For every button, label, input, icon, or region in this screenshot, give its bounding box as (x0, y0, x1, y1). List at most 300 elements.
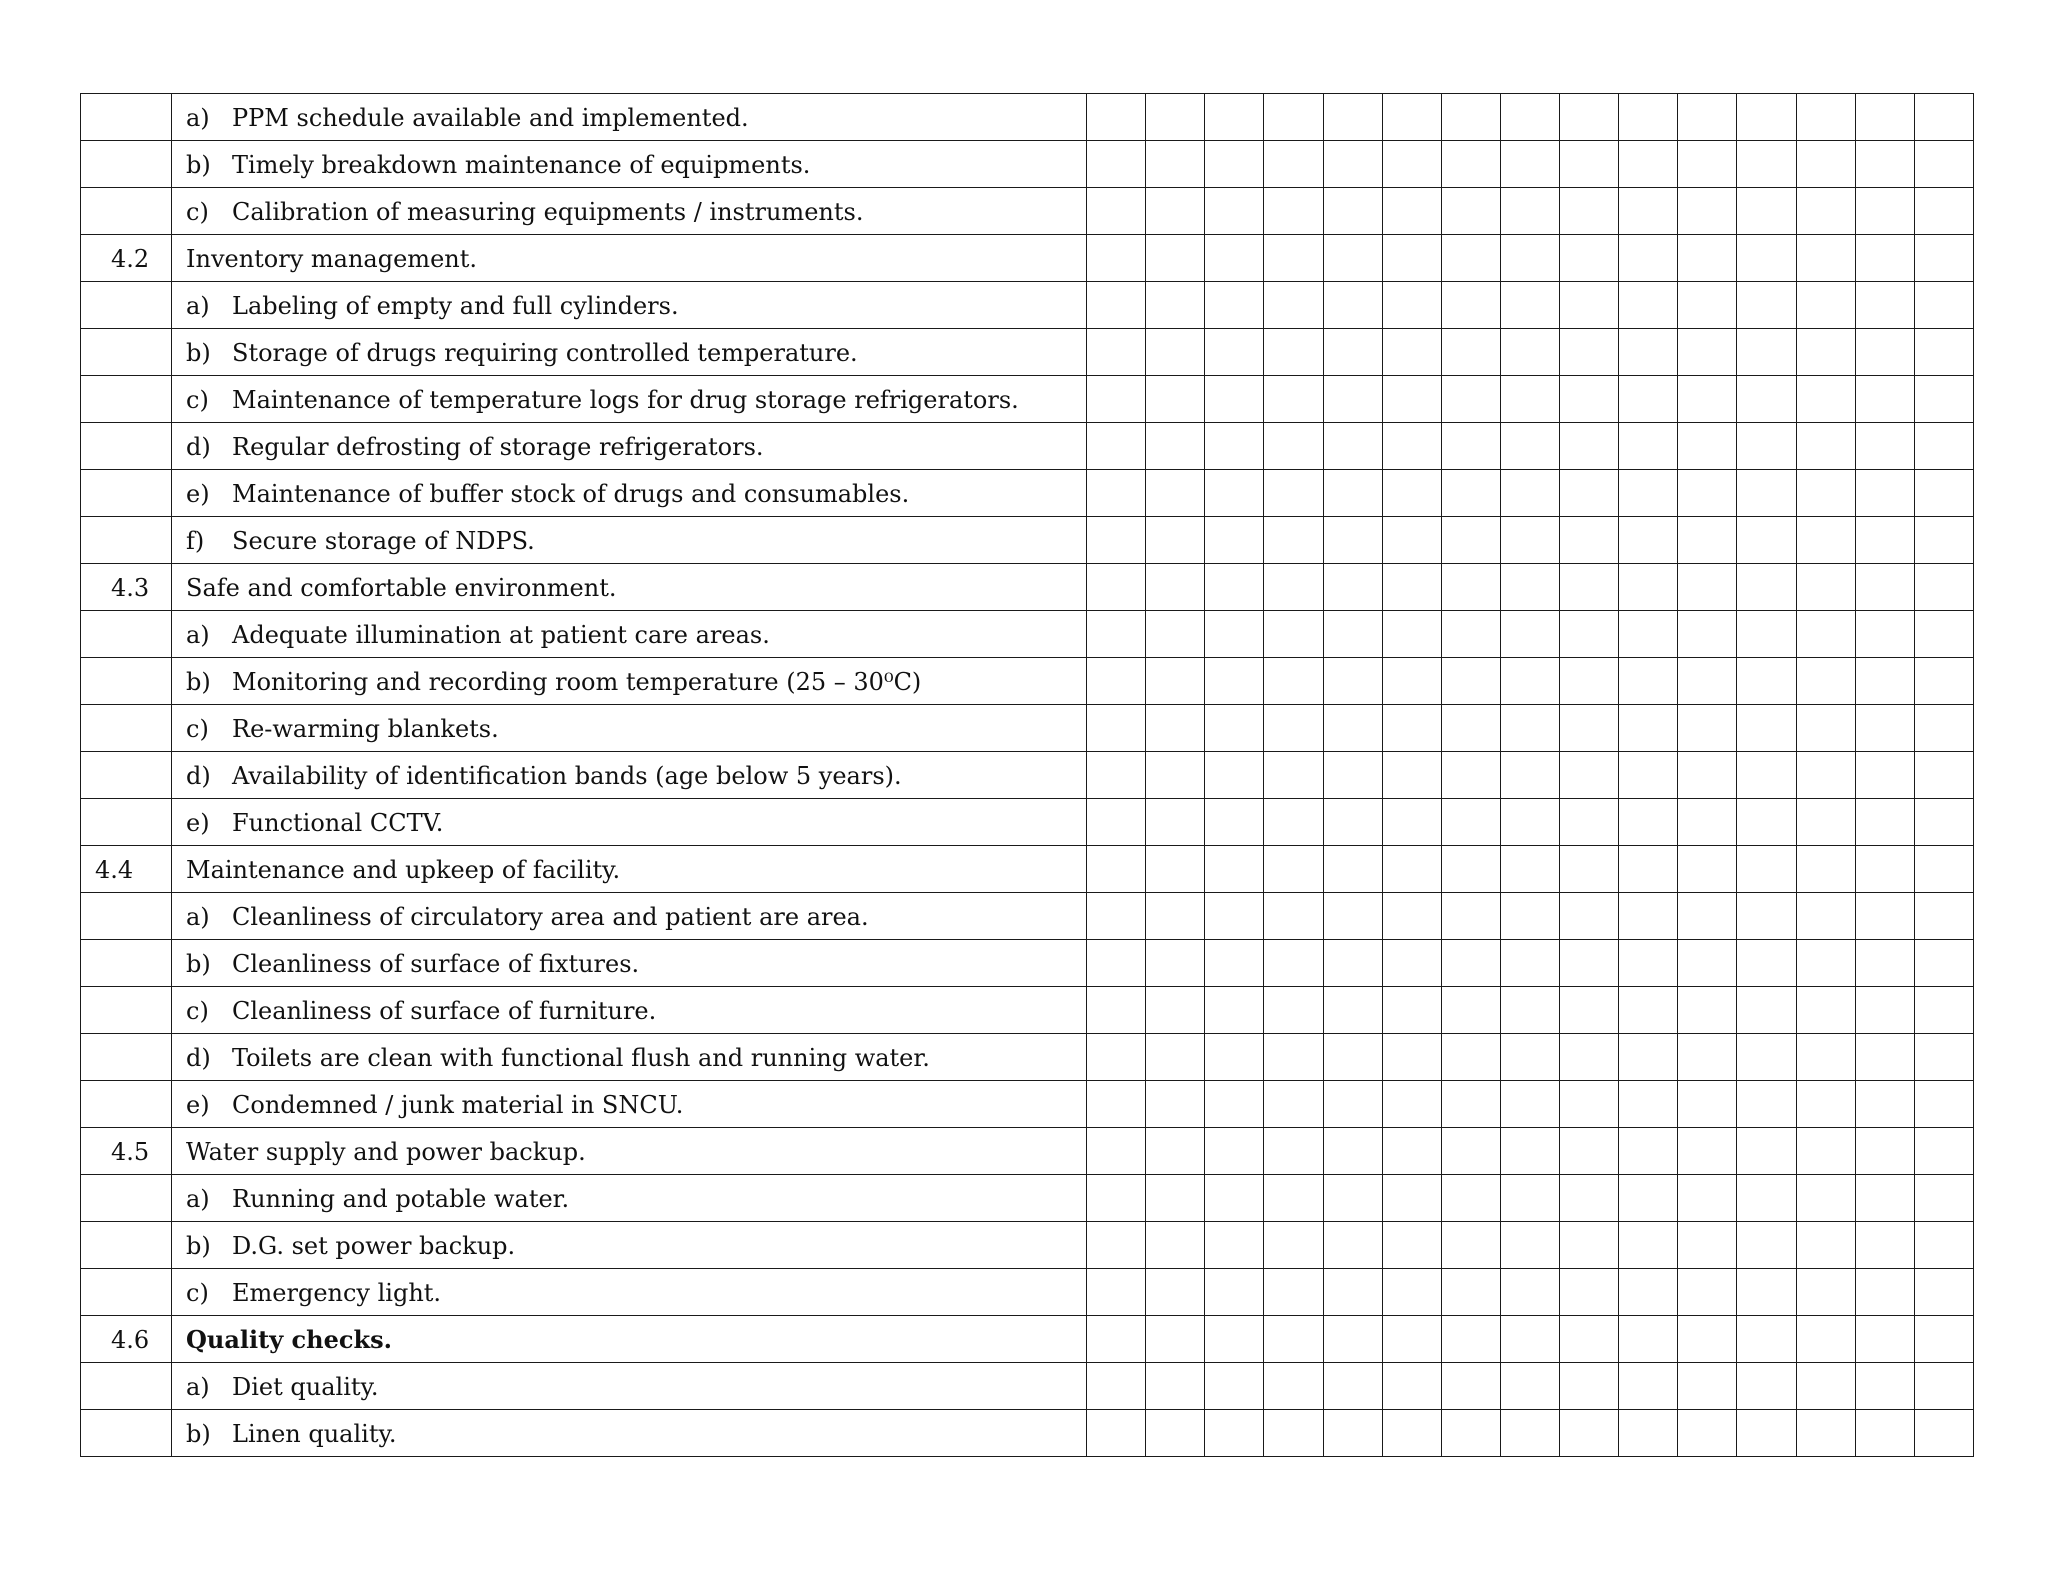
tick-cell[interactable] (1205, 893, 1264, 940)
tick-cell[interactable] (1205, 1175, 1264, 1222)
tick-cell[interactable] (1796, 1222, 1855, 1269)
tick-cell[interactable] (1678, 564, 1737, 611)
tick-cell[interactable] (1382, 1128, 1441, 1175)
tick-cell[interactable] (1500, 235, 1559, 282)
tick-cell[interactable] (1914, 846, 1973, 893)
tick-cell[interactable] (1914, 329, 1973, 376)
tick-cell[interactable] (1678, 517, 1737, 564)
tick-cell[interactable] (1855, 1269, 1914, 1316)
tick-cell[interactable] (1855, 376, 1914, 423)
tick-cell[interactable] (1441, 799, 1500, 846)
tick-cell[interactable] (1560, 846, 1619, 893)
tick-cell[interactable] (1678, 846, 1737, 893)
tick-cell[interactable] (1678, 141, 1737, 188)
tick-cell[interactable] (1087, 235, 1146, 282)
tick-cell[interactable] (1441, 705, 1500, 752)
tick-cell[interactable] (1500, 705, 1559, 752)
tick-cell[interactable] (1737, 893, 1796, 940)
tick-cell[interactable] (1737, 517, 1796, 564)
tick-cell[interactable] (1914, 1128, 1973, 1175)
tick-cell[interactable] (1205, 658, 1264, 705)
tick-cell[interactable] (1264, 1175, 1323, 1222)
tick-cell[interactable] (1205, 1269, 1264, 1316)
tick-cell[interactable] (1264, 1316, 1323, 1363)
tick-cell[interactable] (1441, 141, 1500, 188)
tick-cell[interactable] (1796, 1410, 1855, 1457)
tick-cell[interactable] (1264, 470, 1323, 517)
tick-cell[interactable] (1087, 564, 1146, 611)
tick-cell[interactable] (1323, 1410, 1382, 1457)
tick-cell[interactable] (1500, 893, 1559, 940)
tick-cell[interactable] (1914, 987, 1973, 1034)
tick-cell[interactable] (1560, 470, 1619, 517)
tick-cell[interactable] (1560, 1269, 1619, 1316)
tick-cell[interactable] (1441, 94, 1500, 141)
tick-cell[interactable] (1087, 752, 1146, 799)
tick-cell[interactable] (1146, 658, 1205, 705)
tick-cell[interactable] (1146, 1222, 1205, 1269)
tick-cell[interactable] (1855, 893, 1914, 940)
tick-cell[interactable] (1914, 611, 1973, 658)
tick-cell[interactable] (1146, 752, 1205, 799)
tick-cell[interactable] (1796, 235, 1855, 282)
tick-cell[interactable] (1264, 987, 1323, 1034)
tick-cell[interactable] (1855, 1222, 1914, 1269)
tick-cell[interactable] (1500, 987, 1559, 1034)
tick-cell[interactable] (1087, 987, 1146, 1034)
tick-cell[interactable] (1914, 893, 1973, 940)
tick-cell[interactable] (1264, 846, 1323, 893)
tick-cell[interactable] (1323, 329, 1382, 376)
tick-cell[interactable] (1441, 846, 1500, 893)
tick-cell[interactable] (1264, 564, 1323, 611)
tick-cell[interactable] (1619, 329, 1678, 376)
tick-cell[interactable] (1678, 987, 1737, 1034)
tick-cell[interactable] (1382, 1034, 1441, 1081)
tick-cell[interactable] (1087, 517, 1146, 564)
tick-cell[interactable] (1855, 94, 1914, 141)
tick-cell[interactable] (1382, 1269, 1441, 1316)
tick-cell[interactable] (1855, 517, 1914, 564)
tick-cell[interactable] (1500, 1034, 1559, 1081)
tick-cell[interactable] (1087, 470, 1146, 517)
tick-cell[interactable] (1855, 1363, 1914, 1410)
tick-cell[interactable] (1205, 423, 1264, 470)
tick-cell[interactable] (1323, 1363, 1382, 1410)
tick-cell[interactable] (1087, 1128, 1146, 1175)
tick-cell[interactable] (1441, 1316, 1500, 1363)
tick-cell[interactable] (1146, 235, 1205, 282)
tick-cell[interactable] (1619, 423, 1678, 470)
tick-cell[interactable] (1264, 329, 1323, 376)
tick-cell[interactable] (1441, 611, 1500, 658)
tick-cell[interactable] (1619, 799, 1678, 846)
tick-cell[interactable] (1205, 94, 1264, 141)
tick-cell[interactable] (1914, 141, 1973, 188)
tick-cell[interactable] (1264, 1034, 1323, 1081)
tick-cell[interactable] (1678, 752, 1737, 799)
tick-cell[interactable] (1205, 1128, 1264, 1175)
tick-cell[interactable] (1323, 987, 1382, 1034)
tick-cell[interactable] (1855, 799, 1914, 846)
tick-cell[interactable] (1737, 1175, 1796, 1222)
tick-cell[interactable] (1796, 1363, 1855, 1410)
tick-cell[interactable] (1560, 141, 1619, 188)
tick-cell[interactable] (1323, 1175, 1382, 1222)
tick-cell[interactable] (1796, 1316, 1855, 1363)
tick-cell[interactable] (1087, 188, 1146, 235)
tick-cell[interactable] (1796, 752, 1855, 799)
tick-cell[interactable] (1737, 141, 1796, 188)
tick-cell[interactable] (1382, 376, 1441, 423)
tick-cell[interactable] (1619, 470, 1678, 517)
tick-cell[interactable] (1796, 846, 1855, 893)
tick-cell[interactable] (1796, 282, 1855, 329)
tick-cell[interactable] (1205, 141, 1264, 188)
tick-cell[interactable] (1500, 564, 1559, 611)
tick-cell[interactable] (1855, 1128, 1914, 1175)
tick-cell[interactable] (1382, 470, 1441, 517)
tick-cell[interactable] (1737, 564, 1796, 611)
tick-cell[interactable] (1087, 1316, 1146, 1363)
tick-cell[interactable] (1737, 752, 1796, 799)
tick-cell[interactable] (1323, 1081, 1382, 1128)
tick-cell[interactable] (1855, 1034, 1914, 1081)
tick-cell[interactable] (1087, 423, 1146, 470)
tick-cell[interactable] (1678, 282, 1737, 329)
tick-cell[interactable] (1087, 705, 1146, 752)
tick-cell[interactable] (1382, 1081, 1441, 1128)
tick-cell[interactable] (1619, 141, 1678, 188)
tick-cell[interactable] (1914, 517, 1973, 564)
tick-cell[interactable] (1382, 517, 1441, 564)
tick-cell[interactable] (1619, 1081, 1678, 1128)
tick-cell[interactable] (1441, 752, 1500, 799)
tick-cell[interactable] (1619, 1034, 1678, 1081)
tick-cell[interactable] (1796, 141, 1855, 188)
tick-cell[interactable] (1441, 564, 1500, 611)
tick-cell[interactable] (1441, 282, 1500, 329)
tick-cell[interactable] (1737, 376, 1796, 423)
tick-cell[interactable] (1441, 1081, 1500, 1128)
tick-cell[interactable] (1678, 1128, 1737, 1175)
tick-cell[interactable] (1441, 1410, 1500, 1457)
tick-cell[interactable] (1855, 1410, 1914, 1457)
tick-cell[interactable] (1146, 611, 1205, 658)
tick-cell[interactable] (1560, 1316, 1619, 1363)
tick-cell[interactable] (1914, 1269, 1973, 1316)
tick-cell[interactable] (1500, 282, 1559, 329)
tick-cell[interactable] (1087, 376, 1146, 423)
tick-cell[interactable] (1560, 94, 1619, 141)
tick-cell[interactable] (1914, 1222, 1973, 1269)
tick-cell[interactable] (1914, 470, 1973, 517)
tick-cell[interactable] (1796, 1269, 1855, 1316)
tick-cell[interactable] (1855, 1081, 1914, 1128)
tick-cell[interactable] (1500, 1363, 1559, 1410)
tick-cell[interactable] (1087, 94, 1146, 141)
tick-cell[interactable] (1382, 987, 1441, 1034)
tick-cell[interactable] (1560, 376, 1619, 423)
tick-cell[interactable] (1146, 846, 1205, 893)
tick-cell[interactable] (1323, 1316, 1382, 1363)
tick-cell[interactable] (1264, 235, 1323, 282)
tick-cell[interactable] (1619, 94, 1678, 141)
tick-cell[interactable] (1855, 705, 1914, 752)
tick-cell[interactable] (1796, 658, 1855, 705)
tick-cell[interactable] (1441, 658, 1500, 705)
tick-cell[interactable] (1146, 705, 1205, 752)
tick-cell[interactable] (1619, 1222, 1678, 1269)
tick-cell[interactable] (1737, 329, 1796, 376)
tick-cell[interactable] (1205, 799, 1264, 846)
tick-cell[interactable] (1323, 799, 1382, 846)
tick-cell[interactable] (1678, 94, 1737, 141)
tick-cell[interactable] (1796, 1081, 1855, 1128)
tick-cell[interactable] (1382, 235, 1441, 282)
tick-cell[interactable] (1382, 658, 1441, 705)
tick-cell[interactable] (1855, 940, 1914, 987)
tick-cell[interactable] (1205, 611, 1264, 658)
tick-cell[interactable] (1382, 1410, 1441, 1457)
tick-cell[interactable] (1678, 1269, 1737, 1316)
tick-cell[interactable] (1087, 282, 1146, 329)
tick-cell[interactable] (1855, 611, 1914, 658)
tick-cell[interactable] (1205, 282, 1264, 329)
tick-cell[interactable] (1500, 752, 1559, 799)
tick-cell[interactable] (1323, 705, 1382, 752)
tick-cell[interactable] (1560, 1128, 1619, 1175)
tick-cell[interactable] (1560, 752, 1619, 799)
tick-cell[interactable] (1146, 188, 1205, 235)
tick-cell[interactable] (1441, 329, 1500, 376)
tick-cell[interactable] (1264, 658, 1323, 705)
tick-cell[interactable] (1619, 564, 1678, 611)
tick-cell[interactable] (1855, 282, 1914, 329)
tick-cell[interactable] (1146, 1034, 1205, 1081)
tick-cell[interactable] (1914, 423, 1973, 470)
tick-cell[interactable] (1087, 799, 1146, 846)
tick-cell[interactable] (1855, 658, 1914, 705)
tick-cell[interactable] (1441, 1175, 1500, 1222)
tick-cell[interactable] (1737, 470, 1796, 517)
tick-cell[interactable] (1264, 1363, 1323, 1410)
tick-cell[interactable] (1678, 1081, 1737, 1128)
tick-cell[interactable] (1205, 517, 1264, 564)
tick-cell[interactable] (1678, 188, 1737, 235)
tick-cell[interactable] (1737, 94, 1796, 141)
tick-cell[interactable] (1560, 282, 1619, 329)
tick-cell[interactable] (1619, 1128, 1678, 1175)
tick-cell[interactable] (1737, 611, 1796, 658)
tick-cell[interactable] (1619, 235, 1678, 282)
tick-cell[interactable] (1441, 1269, 1500, 1316)
tick-cell[interactable] (1500, 658, 1559, 705)
tick-cell[interactable] (1737, 1316, 1796, 1363)
tick-cell[interactable] (1500, 1316, 1559, 1363)
tick-cell[interactable] (1441, 940, 1500, 987)
tick-cell[interactable] (1914, 1081, 1973, 1128)
tick-cell[interactable] (1441, 517, 1500, 564)
tick-cell[interactable] (1855, 235, 1914, 282)
tick-cell[interactable] (1619, 658, 1678, 705)
tick-cell[interactable] (1500, 94, 1559, 141)
tick-cell[interactable] (1382, 940, 1441, 987)
tick-cell[interactable] (1323, 517, 1382, 564)
tick-cell[interactable] (1796, 376, 1855, 423)
tick-cell[interactable] (1087, 1175, 1146, 1222)
tick-cell[interactable] (1441, 188, 1500, 235)
tick-cell[interactable] (1678, 1363, 1737, 1410)
tick-cell[interactable] (1382, 1316, 1441, 1363)
tick-cell[interactable] (1382, 329, 1441, 376)
tick-cell[interactable] (1087, 1081, 1146, 1128)
tick-cell[interactable] (1087, 940, 1146, 987)
tick-cell[interactable] (1264, 1128, 1323, 1175)
tick-cell[interactable] (1264, 188, 1323, 235)
tick-cell[interactable] (1264, 799, 1323, 846)
tick-cell[interactable] (1323, 611, 1382, 658)
tick-cell[interactable] (1796, 188, 1855, 235)
tick-cell[interactable] (1205, 1410, 1264, 1457)
tick-cell[interactable] (1914, 1034, 1973, 1081)
tick-cell[interactable] (1560, 940, 1619, 987)
tick-cell[interactable] (1205, 1222, 1264, 1269)
tick-cell[interactable] (1560, 1175, 1619, 1222)
tick-cell[interactable] (1441, 470, 1500, 517)
tick-cell[interactable] (1737, 799, 1796, 846)
tick-cell[interactable] (1264, 1269, 1323, 1316)
tick-cell[interactable] (1560, 564, 1619, 611)
tick-cell[interactable] (1382, 1363, 1441, 1410)
tick-cell[interactable] (1382, 141, 1441, 188)
tick-cell[interactable] (1560, 235, 1619, 282)
tick-cell[interactable] (1914, 752, 1973, 799)
tick-cell[interactable] (1323, 470, 1382, 517)
tick-cell[interactable] (1323, 846, 1382, 893)
tick-cell[interactable] (1914, 376, 1973, 423)
tick-cell[interactable] (1914, 799, 1973, 846)
tick-cell[interactable] (1796, 423, 1855, 470)
tick-cell[interactable] (1441, 1363, 1500, 1410)
tick-cell[interactable] (1146, 893, 1205, 940)
tick-cell[interactable] (1914, 564, 1973, 611)
tick-cell[interactable] (1619, 940, 1678, 987)
tick-cell[interactable] (1914, 1316, 1973, 1363)
tick-cell[interactable] (1382, 846, 1441, 893)
tick-cell[interactable] (1264, 940, 1323, 987)
tick-cell[interactable] (1146, 1269, 1205, 1316)
tick-cell[interactable] (1087, 1363, 1146, 1410)
tick-cell[interactable] (1500, 517, 1559, 564)
tick-cell[interactable] (1323, 1128, 1382, 1175)
tick-cell[interactable] (1914, 940, 1973, 987)
tick-cell[interactable] (1205, 987, 1264, 1034)
tick-cell[interactable] (1323, 564, 1382, 611)
tick-cell[interactable] (1146, 799, 1205, 846)
tick-cell[interactable] (1678, 1410, 1737, 1457)
tick-cell[interactable] (1737, 846, 1796, 893)
tick-cell[interactable] (1146, 564, 1205, 611)
tick-cell[interactable] (1796, 1034, 1855, 1081)
tick-cell[interactable] (1737, 705, 1796, 752)
tick-cell[interactable] (1796, 94, 1855, 141)
tick-cell[interactable] (1500, 329, 1559, 376)
tick-cell[interactable] (1678, 423, 1737, 470)
tick-cell[interactable] (1678, 1222, 1737, 1269)
tick-cell[interactable] (1796, 517, 1855, 564)
tick-cell[interactable] (1205, 1081, 1264, 1128)
tick-cell[interactable] (1855, 141, 1914, 188)
tick-cell[interactable] (1264, 1081, 1323, 1128)
tick-cell[interactable] (1737, 423, 1796, 470)
tick-cell[interactable] (1264, 893, 1323, 940)
tick-cell[interactable] (1146, 1316, 1205, 1363)
tick-cell[interactable] (1619, 1175, 1678, 1222)
tick-cell[interactable] (1855, 752, 1914, 799)
tick-cell[interactable] (1146, 282, 1205, 329)
tick-cell[interactable] (1264, 1222, 1323, 1269)
tick-cell[interactable] (1678, 470, 1737, 517)
tick-cell[interactable] (1205, 1316, 1264, 1363)
tick-cell[interactable] (1500, 799, 1559, 846)
tick-cell[interactable] (1619, 188, 1678, 235)
tick-cell[interactable] (1560, 188, 1619, 235)
tick-cell[interactable] (1737, 1363, 1796, 1410)
tick-cell[interactable] (1619, 1363, 1678, 1410)
tick-cell[interactable] (1205, 376, 1264, 423)
tick-cell[interactable] (1323, 940, 1382, 987)
tick-cell[interactable] (1087, 893, 1146, 940)
tick-cell[interactable] (1560, 517, 1619, 564)
tick-cell[interactable] (1146, 376, 1205, 423)
tick-cell[interactable] (1737, 1410, 1796, 1457)
tick-cell[interactable] (1382, 893, 1441, 940)
tick-cell[interactable] (1619, 893, 1678, 940)
tick-cell[interactable] (1500, 611, 1559, 658)
tick-cell[interactable] (1500, 1128, 1559, 1175)
tick-cell[interactable] (1087, 658, 1146, 705)
tick-cell[interactable] (1382, 752, 1441, 799)
tick-cell[interactable] (1500, 470, 1559, 517)
tick-cell[interactable] (1382, 423, 1441, 470)
tick-cell[interactable] (1737, 658, 1796, 705)
tick-cell[interactable] (1441, 1128, 1500, 1175)
tick-cell[interactable] (1264, 611, 1323, 658)
tick-cell[interactable] (1678, 1175, 1737, 1222)
tick-cell[interactable] (1914, 235, 1973, 282)
tick-cell[interactable] (1323, 141, 1382, 188)
tick-cell[interactable] (1323, 235, 1382, 282)
tick-cell[interactable] (1855, 846, 1914, 893)
tick-cell[interactable] (1678, 1316, 1737, 1363)
tick-cell[interactable] (1855, 329, 1914, 376)
tick-cell[interactable] (1914, 1363, 1973, 1410)
tick-cell[interactable] (1087, 141, 1146, 188)
tick-cell[interactable] (1205, 1034, 1264, 1081)
tick-cell[interactable] (1855, 470, 1914, 517)
tick-cell[interactable] (1323, 1034, 1382, 1081)
tick-cell[interactable] (1146, 940, 1205, 987)
tick-cell[interactable] (1560, 1081, 1619, 1128)
tick-cell[interactable] (1382, 799, 1441, 846)
tick-cell[interactable] (1441, 893, 1500, 940)
tick-cell[interactable] (1678, 235, 1737, 282)
tick-cell[interactable] (1560, 893, 1619, 940)
tick-cell[interactable] (1678, 705, 1737, 752)
tick-cell[interactable] (1796, 329, 1855, 376)
tick-cell[interactable] (1382, 282, 1441, 329)
